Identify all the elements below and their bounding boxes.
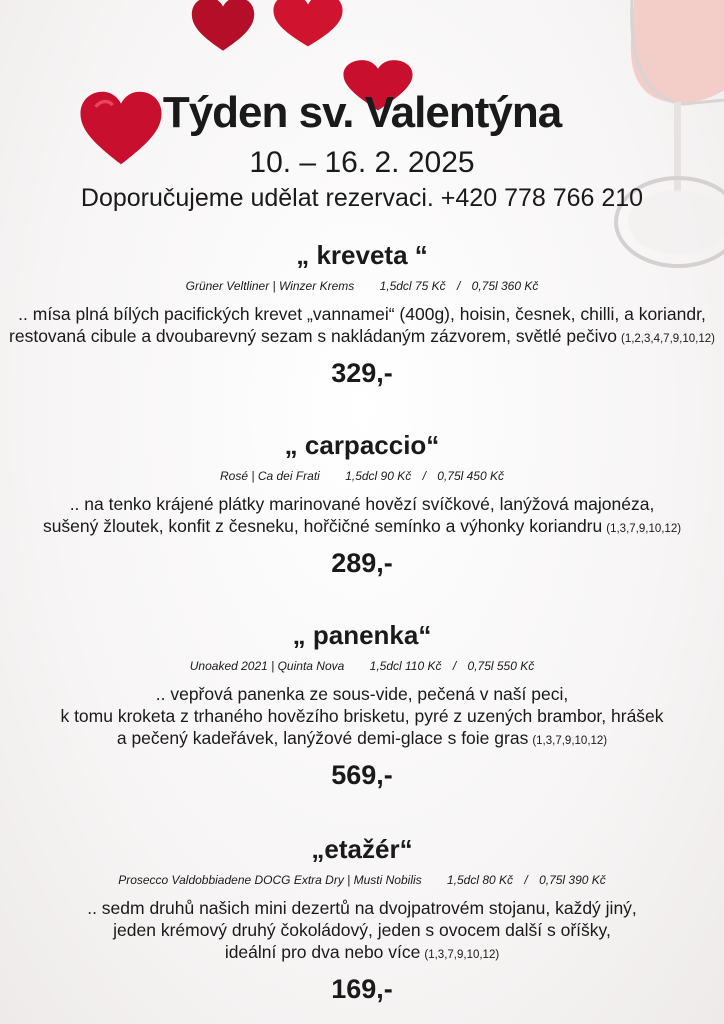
wine-pairing: Grüner Veltliner | Winzer Krems 1,5dcl 75 Kč / 0,75l 360 Kč: [185, 279, 539, 293]
dish-name: „ carpaccio“: [284, 430, 440, 460]
description-line: restovaná cibule a dvoubarevný sezam s nakládaným zázvorem, světlé pečivo: [9, 326, 617, 346]
dish-price: 569,-: [331, 760, 393, 790]
dish-description: [0, 683, 724, 752]
wine-pairing: Unoaked 2021 | Quinta Nova 1,5dcl 110 Kč / 0,75l 550 Kč: [189, 659, 535, 673]
description-line: .. na tenko krájené plátky marinované hovězí svíčkové, lanýžová majonéza,: [69, 494, 655, 514]
wine-name: Prosecco Valdobbiadene DOCG Extra Dry | Musti Nobilis: [118, 873, 422, 887]
menu-item: [0, 620, 724, 791]
wine-glass-price: 1,5dcl 80 Kč: [447, 873, 514, 887]
wine-bottle-price: 0,75l 390 Kč: [539, 873, 606, 887]
dish-price: 289,-: [331, 548, 393, 578]
wine-name: Rosé | Ca dei Frati: [220, 469, 320, 483]
dish-price: 329,-: [331, 358, 393, 388]
heart-icon: [272, 0, 344, 48]
dish-description: [0, 493, 724, 540]
wine-bottle-price: 0,75l 450 Kč: [437, 469, 504, 483]
menu-item: [0, 240, 724, 389]
description-line: jeden krémový druhý čokoládový, jeden s ovocem další s oříšky,: [113, 920, 611, 940]
wine-glass-price: 1,5dcl 90 Kč: [345, 469, 412, 483]
event-date: 10. – 16. 2. 2025: [249, 146, 475, 179]
allergens: (1,3,7,9,10,12): [606, 523, 682, 535]
wine-pairing: Rosé | Ca dei Frati 1,5dcl 90 Kč / 0,75l 450 Kč: [220, 469, 504, 483]
wine-name: Grüner Veltliner | Winzer Krems: [185, 279, 355, 293]
dish-description: [0, 303, 724, 350]
page-title: Týden sv. Valentýna: [162, 88, 562, 137]
description-line: ideální pro dva nebo více: [224, 942, 421, 962]
menu-item: [0, 834, 724, 1005]
description-line: .. vepřová panenka ze sous-vide, pečená v naší peci,: [155, 684, 569, 704]
dish-name: „ kreveta “: [296, 240, 428, 270]
wine-name: Unoaked 2021 | Quinta Nova: [189, 659, 345, 673]
allergens: (1,3,7,9,10,12): [532, 735, 608, 747]
wine-glass-price: 1,5dcl 110 Kč: [369, 659, 442, 673]
menu-item: [0, 430, 724, 579]
description-line: .. mísa plná bílých pacifických krevet „vannamei“ (400g), hoisin, česnek, chilli, a koriandr,: [18, 304, 706, 324]
wine-glass-price: 1,5dcl 75 Kč: [379, 279, 446, 293]
dish-name: „ panenka“: [292, 620, 432, 650]
allergens: (1,2,3,4,7,9,10,12): [620, 333, 715, 345]
wine-bottle-price: 0,75l 550 Kč: [467, 659, 535, 673]
description-line: .. sedm druhů našich mini dezertů na dvojpatrovém stojanu, každý jiný,: [87, 898, 637, 918]
allergens: (1,3,7,9,10,12): [424, 949, 500, 961]
heart-icon: [190, 0, 256, 52]
description-line: a pečený kadeřávek, lanýžové demi-glace s foie gras: [116, 728, 529, 748]
dish-price: 169,-: [331, 974, 393, 1004]
description-line: sušený žloutek, konfit z česneku, hořčičné semínko a výhonky koriandru: [42, 516, 603, 536]
wine-pairing: Prosecco Valdobbiadene DOCG Extra Dry | Musti Nobilis 1,5dcl 80 Kč / 0,75l 390 Kč: [118, 873, 606, 887]
wine-glass-icon: [574, 0, 724, 280]
description-line: k tomu kroketa z trhaného hovězího brisketu, pyré z uzených brambor, hrášek: [60, 706, 664, 726]
dish-name: „etažér“: [311, 834, 413, 864]
dish-description: [0, 897, 724, 966]
wine-bottle-price: 0,75l 360 Kč: [471, 279, 539, 293]
reservation-note: Doporučujeme udělat rezervaci. +420 778 766 210: [80, 184, 644, 212]
